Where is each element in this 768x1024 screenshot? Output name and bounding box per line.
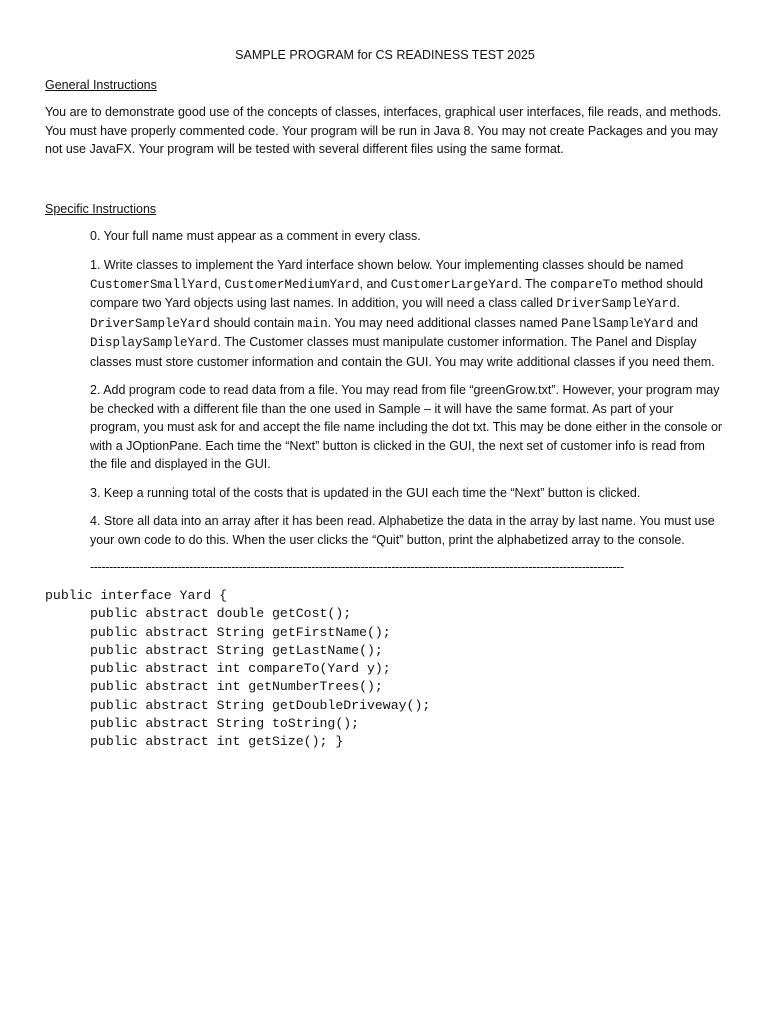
- item1-text: method should compare two Yard objects using last names. In addition, you will need a class called: [90, 276, 704, 310]
- instruction-item-3: 3. Keep a running total of the costs that is updated in the GUI each time the “Next” button is clicked.: [90, 485, 641, 500]
- item1-text: , and: [359, 276, 391, 291]
- general-instructions-text: You are to demonstrate good use of the concepts of classes, interfaces, graphical user interfaces, file reads, and methods. You must have properly commented code. Your program will be run in Java 8. You may not create Packages and you may not use JavaFX. Your program will be tested with several different files using the same format.: [45, 105, 722, 156]
- code-line: public abstract String toString();: [90, 716, 360, 732]
- item1-code: PanelSampleYard: [561, 316, 674, 331]
- section-spacer: [45, 159, 725, 200]
- instruction-list: [45, 227, 725, 550]
- item1-code: CustomerMediumYard: [224, 277, 360, 292]
- item1-text: . You may need additional classes named: [327, 315, 562, 330]
- item1-text: ,: [217, 276, 225, 291]
- separator-line: --------------------------------------------------------------------------------------------------------------------------------------------: [90, 560, 624, 574]
- code-line: public abstract String getDoubleDriveway();: [90, 697, 431, 713]
- code-line: public abstract int compareTo(Yard y);: [90, 661, 391, 677]
- code-line: public interface Yard {: [45, 588, 228, 603]
- instruction-item-4: 4. Store all data into an array after it has been read. Alphabetize the data in the array by last name. You must use your own code to do this. When the user clicks the “Quit” button, print the alphabetized array to the console.: [90, 514, 715, 547]
- item1-text: . The: [518, 276, 551, 291]
- item1-code: DisplaySampleYard: [90, 336, 218, 350]
- code-line: public abstract int getNumberTrees();: [90, 679, 383, 695]
- item1-text: .: [676, 296, 680, 310]
- item1-code: main: [297, 316, 328, 331]
- code-line: public abstract double getCost();: [90, 606, 352, 622]
- general-instructions-heading: General Instructions: [45, 78, 157, 92]
- item1-text: should contain: [210, 315, 298, 330]
- code-line: public abstract String getLastName();: [90, 642, 383, 658]
- instruction-item-1: [90, 256, 725, 371]
- instruction-item-0: 0. Your full name must appear as a comment in every class.: [90, 228, 421, 243]
- item1-text: 1. Write classes to implement the Yard interface shown below. Your implementing classes should be named: [90, 258, 684, 272]
- code-line: public abstract String getFirstName();: [90, 624, 391, 640]
- instruction-item-2: 2. Add program code to read data from a file. You may read from file “greenGrow.txt”. However, your program may be checked with a different file than the one used in Sample – it will have the same format. As part of your program, you must ask for and accept the file name including the dot txt. This may be done either in the console or with a JOptionPane. Each time the “Next” button is clicked in the GUI, the next set of customer info is read from the file and displayed in the GUI.: [90, 383, 723, 471]
- code-line: public abstract int getSize(); }: [90, 734, 344, 750]
- item1-text: . The Customer classes must manipulate customer information. The Panel and Display classes must store customer information and contain the GUI. You may write additional classes if you need them.: [90, 335, 715, 369]
- item1-code: CustomerSmallYard: [90, 277, 218, 292]
- item1-code: CustomerLargeYard: [390, 277, 519, 292]
- item1-code: compareTo: [550, 277, 618, 292]
- item1-code: DriverSampleYard: [556, 297, 677, 311]
- document-page: [45, 46, 725, 752]
- item1-code: DriverSampleYard: [90, 316, 211, 331]
- specific-instructions-heading: Specific Instructions: [45, 201, 157, 216]
- yard-interface-code: [45, 587, 725, 752]
- item1-text: and: [673, 315, 698, 330]
- document-title: SAMPLE PROGRAM for CS READINESS TEST 2025: [235, 48, 535, 62]
